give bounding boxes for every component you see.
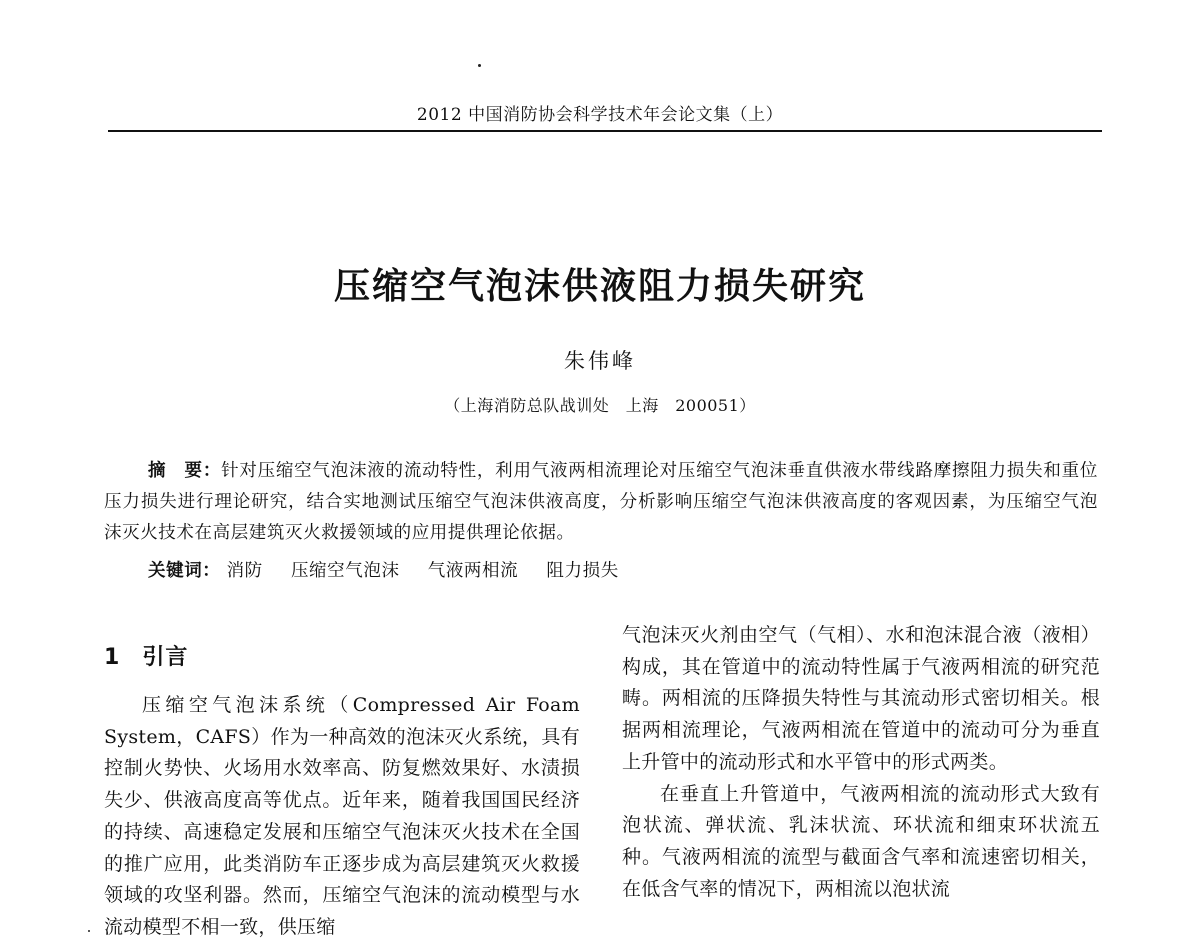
scan-speck [478, 64, 481, 67]
body-paragraph: 在垂直上升管道中，气液两相流的流动形式大致有泡状流、弹状流、乳沫状流、环状流和细束环状流五种。气液两相流的流型与截面含气率和流速密切相关，在低含气率的情况下，两相流以泡状流 [622, 782, 1100, 900]
abstract [104, 456, 1098, 549]
section-number: 1 [104, 645, 121, 670]
keyword-item: 压缩空气泡沫 [290, 561, 400, 581]
author-name: 朱伟峰 [564, 349, 636, 373]
body-paragraph: 压缩空气泡沫系统（Compressed Air Foam System，CAFS）作为一种高效的泡沫灭火系统，具有控制火势快、火场用水效率高、防复燃效果好、水渍损失少、供液高度高等优点。近年来，随着我国国民经济的持续、高速稳定发展和压缩空气泡沫灭火技术在全国的推广应用，此类消防车正逐步成为高层建筑灭火救援领域的攻坚利器。然而，压缩空气泡沫的流动模型与水流动模型不相一致，供压缩 [104, 694, 580, 938]
abstract-label: 摘 要： [148, 461, 222, 481]
affiliation: （上海消防总队战训处 上海 200051） [444, 396, 756, 415]
keyword-item: 气液两相流 [427, 561, 519, 581]
keyword-item: 阻力损失 [546, 561, 619, 581]
body-paragraph: 气泡沫灭火剂由空气（气相）、水和泡沫混合液（液相）构成，其在管道中的流动特性属于气液两相流的研究范畴。两相流的压降损失特性与其流动形式密切相关。根据两相流理论，气液两相流在管道中的流动可分为垂直上升管中的流动形式和水平管中的形式两类。 [622, 624, 1100, 773]
paper-title: 压缩空气泡沫供液阻力损失研究 [333, 265, 866, 307]
running-header: 2012 中国消防协会科学技术年会论文集（上） [416, 105, 784, 125]
section-heading [104, 640, 188, 671]
keywords [148, 556, 1098, 587]
abstract-text: 针对压缩空气泡沫液的流动特性，利用气液两相流理论对压缩空气泡沫垂直供液水带线路摩擦阻力损失和重位压力损失进行理论研究，结合实地测试压缩空气泡沫供液高度，分析影响压缩空气泡沫供液高度的客观因素，为压缩空气泡沫灭火技术在高层建筑灭火救援领域的应用提供理论依据。 [104, 461, 1098, 543]
header-rule [108, 130, 1102, 132]
keywords-label: 关键词： [148, 561, 221, 581]
section-title: 引言 [142, 645, 189, 670]
body-column-left [104, 690, 580, 944]
keyword-item: 消防 [226, 561, 263, 581]
scan-speck [88, 930, 90, 932]
body-column-right [622, 620, 1100, 905]
